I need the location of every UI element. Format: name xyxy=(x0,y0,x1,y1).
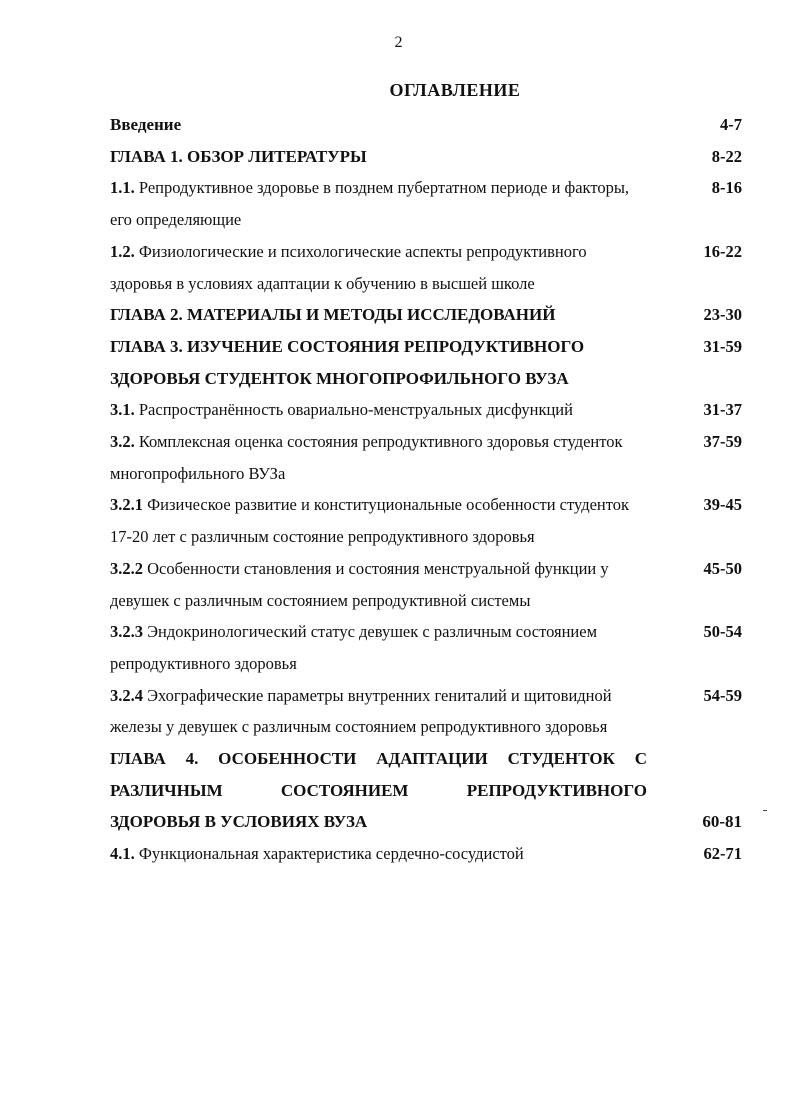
entry-pages: 60-81 xyxy=(702,812,742,832)
entry-text: Репродуктивное здоровье в позднем пубертатном периоде и факторы, его определяющие xyxy=(110,178,630,230)
entry-text: Функциональная характеристика сердечно-сосудистой xyxy=(134,844,524,864)
entry-number: 1.1. xyxy=(110,178,135,198)
entry-text-line2: ЗДОРОВЬЯ В УСЛОВИЯХ ВУЗА xyxy=(110,812,368,832)
entry-pages: 31-59 xyxy=(703,336,742,356)
toc-entry xyxy=(110,109,742,141)
toc-entry xyxy=(110,141,742,173)
toc-entry xyxy=(110,236,742,299)
entry-number: 3.2.1 xyxy=(110,495,143,515)
entry-text: ГЛАВА 2. МАТЕРИАЛЫ И МЕТОДЫ ИССЛЕДОВАНИЙ xyxy=(110,305,556,325)
entry-pages: 16-22 xyxy=(703,241,742,261)
toc-entry xyxy=(110,838,742,870)
page-number: 2 xyxy=(394,34,403,51)
table-of-contents xyxy=(110,109,742,870)
toc-entry xyxy=(110,426,742,489)
entry-pages: 45-50 xyxy=(703,558,742,578)
entry-text: Комплексная оценка состояния репродуктивного здоровья студенток многопрофильного ВУЗа xyxy=(110,432,623,483)
toc-entry xyxy=(110,553,742,616)
entry-text: Введение xyxy=(110,115,182,134)
margin-mark xyxy=(763,810,767,811)
entry-pages: 31-37 xyxy=(703,400,742,420)
entry-pages: 8-16 xyxy=(711,178,742,198)
entry-number: 3.2. xyxy=(110,432,135,452)
entry-number: 3.2.2 xyxy=(110,558,143,578)
entry-number: 3.2.4 xyxy=(110,685,143,705)
entry-pages: 8-22 xyxy=(711,146,742,166)
entry-text: ГЛАВА 3. ИЗУЧЕНИЕ СОСТОЯНИЯ РЕПРОДУКТИВНОГО ЗДОРОВЬЯ СТУДЕНТОК МНОГОПРОФИЛЬНОГО ВУЗА xyxy=(110,336,585,388)
entry-pages: 4-7 xyxy=(720,115,742,134)
toc-entry xyxy=(110,680,742,743)
entry-pages: 54-59 xyxy=(703,685,742,705)
entry-text: Эхографические параметры внутренних гениталий и щитовидной железы у девушек с различным состоянием репродуктивного здоровья xyxy=(110,685,612,737)
entry-number: 4.1. xyxy=(110,844,135,864)
entry-text: Особенности становления и состояния менструальной функции у девушек с различным состоянием репродуктивной системы xyxy=(110,558,609,610)
entry-pages: 23-30 xyxy=(703,305,742,325)
entry-text: Эндокринологический статус девушек с различным состоянием репродуктивного здоровья xyxy=(110,622,598,673)
entry-text: Распространённость овариально-менструальных дисфункций xyxy=(134,400,573,420)
toc-entry xyxy=(110,616,742,679)
toc-title: ОГЛАВЛЕНИЕ xyxy=(389,80,521,100)
toc-entry xyxy=(110,172,742,235)
toc-entry xyxy=(110,394,742,426)
toc-entry xyxy=(110,299,742,331)
entry-number: 3.2.3 xyxy=(110,622,143,642)
toc-entry xyxy=(110,489,742,552)
entry-text: Физиологические и психологические аспекты репродуктивного здоровья в условиях адаптации к обучению в высшей школе xyxy=(110,241,587,293)
entry-text: ГЛАВА 1. ОБЗОР ЛИТЕРАТУРЫ xyxy=(110,146,367,166)
toc-entry xyxy=(110,743,742,838)
entry-text-line1: ГЛАВА 4. ОСОБЕННОСТИ АДАПТАЦИИ СТУДЕНТОК С РАЗЛИЧНЫМ СОСТОЯНИЕМ РЕПРОДУКТИВНОГО xyxy=(110,749,647,800)
entry-pages: 37-59 xyxy=(703,432,742,452)
entry-text: Физическое развитие и конституциональные особенности студенток 17-20 лет с различным состояние репродуктивного здоровья xyxy=(110,495,630,547)
entry-number: 3.1. xyxy=(110,400,135,420)
entry-pages: 50-54 xyxy=(703,622,742,642)
entry-pages: 62-71 xyxy=(703,844,742,864)
entry-number: 1.2. xyxy=(110,241,135,261)
entry-pages: 39-45 xyxy=(703,495,742,515)
toc-entry xyxy=(110,331,742,394)
